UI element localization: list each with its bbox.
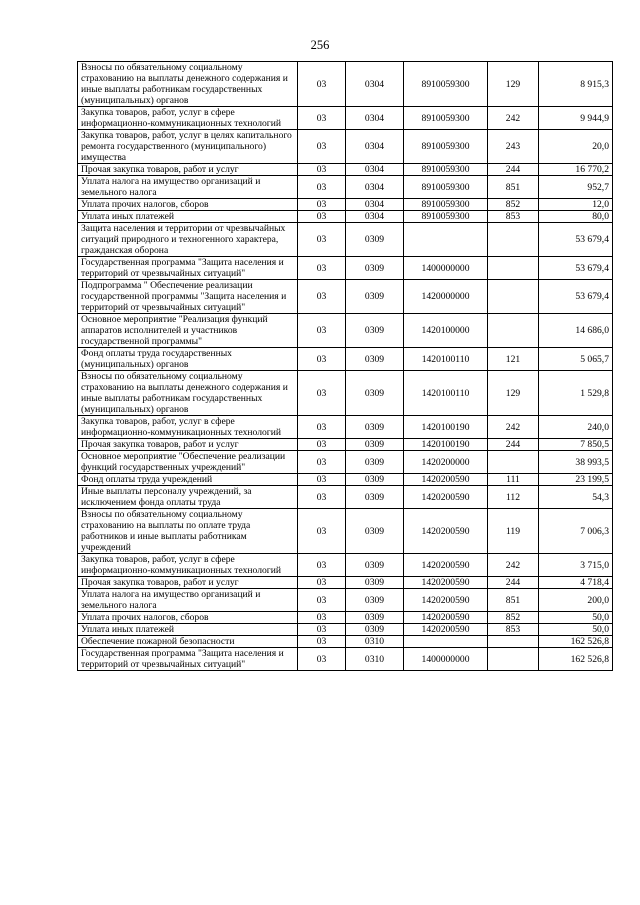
table-row — [78, 612, 613, 624]
target-article-cell: 1420100190 — [404, 439, 488, 451]
subsection-code-cell: 0309 — [346, 280, 404, 314]
section-code-cell: 03 — [298, 439, 346, 451]
target-article-cell: 1420200000 — [404, 451, 488, 474]
amount-cell: 20,0 — [539, 130, 613, 164]
table-row — [78, 439, 613, 451]
section-code-cell: 03 — [298, 648, 346, 671]
amount-cell: 14 686,0 — [539, 314, 613, 348]
page-number: 256 — [310, 38, 330, 52]
target-article-cell: 1400000000 — [404, 257, 488, 280]
expense-name-cell: Уплата налога на имущество организаций и земельного налога — [78, 589, 298, 612]
subsection-code-cell: 0309 — [346, 371, 404, 416]
target-article-cell: 8910059300 — [404, 199, 488, 211]
expense-name-cell: Взносы по обязательному социальному страхованию на выплаты по оплате труда работников и иные выплаты работникам учреждений — [78, 509, 298, 554]
subsection-code-cell: 0309 — [346, 486, 404, 509]
budget-table-body — [78, 62, 613, 671]
expense-type-cell — [488, 257, 539, 280]
expense-type-cell: 852 — [488, 199, 539, 211]
subsection-code-cell: 0309 — [346, 577, 404, 589]
expense-name-cell: Государственная программа "Защита населения и территорий от чрезвычайных ситуаций" — [78, 648, 298, 671]
expense-name-cell: Подпрограмма " Обеспечение реализации государственной программы "Защита населения и территорий от чрезвычайных ситуаций" — [78, 280, 298, 314]
expense-name-cell: Основное мероприятие "Обеспечение реализации функций государственных учреждений" — [78, 451, 298, 474]
expense-name-cell: Фонд оплаты труда учреждений — [78, 474, 298, 486]
subsection-code-cell: 0309 — [346, 416, 404, 439]
table-row — [78, 223, 613, 257]
subsection-code-cell: 0304 — [346, 211, 404, 223]
table-row — [78, 648, 613, 671]
target-article-cell: 1420200590 — [404, 612, 488, 624]
subsection-code-cell: 0309 — [346, 624, 404, 636]
amount-cell: 50,0 — [539, 624, 613, 636]
expense-name-cell: Закупка товаров, работ, услуг в сфере информационно-коммуникационных технологий — [78, 416, 298, 439]
target-article-cell: 8910059300 — [404, 62, 488, 107]
expense-name-cell: Взносы по обязательному социальному страхованию на выплаты денежного содержания и иные выплаты работникам государственных (муниципальных) органов — [78, 371, 298, 416]
expense-type-cell — [488, 223, 539, 257]
amount-cell: 162 526,8 — [539, 636, 613, 648]
target-article-cell: 1420200590 — [404, 486, 488, 509]
amount-cell: 80,0 — [539, 211, 613, 223]
subsection-code-cell: 0304 — [346, 199, 404, 211]
table-row — [78, 211, 613, 223]
section-code-cell: 03 — [298, 416, 346, 439]
amount-cell: 8 915,3 — [539, 62, 613, 107]
table-row — [78, 624, 613, 636]
table-row — [78, 62, 613, 107]
target-article-cell — [404, 636, 488, 648]
table-row — [78, 164, 613, 176]
subsection-code-cell: 0309 — [346, 223, 404, 257]
target-article-cell: 8910059300 — [404, 130, 488, 164]
target-article-cell: 1420200590 — [404, 589, 488, 612]
table-row — [78, 486, 613, 509]
expense-type-cell: 244 — [488, 439, 539, 451]
section-code-cell: 03 — [298, 624, 346, 636]
subsection-code-cell: 0309 — [346, 257, 404, 280]
subsection-code-cell: 0309 — [346, 439, 404, 451]
section-code-cell: 03 — [298, 199, 346, 211]
expense-name-cell: Защита населения и территории от чрезвычайных ситуаций природного и техногенного характера, гражданская оборона — [78, 223, 298, 257]
section-code-cell: 03 — [298, 107, 346, 130]
target-article-cell: 1420100110 — [404, 348, 488, 371]
target-article-cell: 1420100000 — [404, 314, 488, 348]
amount-cell: 38 993,5 — [539, 451, 613, 474]
section-code-cell: 03 — [298, 554, 346, 577]
expense-type-cell: 242 — [488, 416, 539, 439]
expense-type-cell: 243 — [488, 130, 539, 164]
subsection-code-cell: 0304 — [346, 62, 404, 107]
expense-type-cell: 129 — [488, 371, 539, 416]
section-code-cell: 03 — [298, 130, 346, 164]
expense-type-cell: 119 — [488, 509, 539, 554]
section-code-cell: 03 — [298, 612, 346, 624]
expense-type-cell — [488, 280, 539, 314]
section-code-cell: 03 — [298, 636, 346, 648]
table-row — [78, 577, 613, 589]
subsection-code-cell: 0309 — [346, 348, 404, 371]
table-row — [78, 280, 613, 314]
expense-type-cell: 129 — [488, 62, 539, 107]
expense-type-cell: 244 — [488, 164, 539, 176]
section-code-cell: 03 — [298, 577, 346, 589]
table-row — [78, 371, 613, 416]
target-article-cell: 1400000000 — [404, 648, 488, 671]
amount-cell: 4 718,4 — [539, 577, 613, 589]
subsection-code-cell: 0309 — [346, 451, 404, 474]
expense-name-cell: Уплата иных платежей — [78, 211, 298, 223]
target-article-cell: 8910059300 — [404, 164, 488, 176]
expense-type-cell: 852 — [488, 612, 539, 624]
subsection-code-cell: 0309 — [346, 589, 404, 612]
amount-cell: 7 850,5 — [539, 439, 613, 451]
expense-type-cell: 121 — [488, 348, 539, 371]
table-row — [78, 176, 613, 199]
table-row — [78, 451, 613, 474]
expense-name-cell: Уплата прочих налогов, сборов — [78, 612, 298, 624]
subsection-code-cell: 0304 — [346, 107, 404, 130]
expense-type-cell: 242 — [488, 554, 539, 577]
table-row — [78, 257, 613, 280]
target-article-cell: 1420200590 — [404, 509, 488, 554]
expense-name-cell: Фонд оплаты труда государственных (муниципальных) органов — [78, 348, 298, 371]
section-code-cell: 03 — [298, 164, 346, 176]
amount-cell: 3 715,0 — [539, 554, 613, 577]
target-article-cell: 1420200590 — [404, 624, 488, 636]
section-code-cell: 03 — [298, 62, 346, 107]
section-code-cell: 03 — [298, 371, 346, 416]
expense-type-cell — [488, 636, 539, 648]
expense-name-cell: Прочая закупка товаров, работ и услуг — [78, 439, 298, 451]
expense-type-cell: 851 — [488, 176, 539, 199]
expense-name-cell: Взносы по обязательному социальному страхованию на выплаты денежного содержания и иные выплаты работникам государственных (муниципальных) органов — [78, 62, 298, 107]
target-article-cell: 1420100190 — [404, 416, 488, 439]
table-row — [78, 554, 613, 577]
expense-name-cell: Уплата налога на имущество организаций и земельного налога — [78, 176, 298, 199]
section-code-cell: 03 — [298, 474, 346, 486]
target-article-cell: 1420200590 — [404, 577, 488, 589]
expense-name-cell: Прочая закупка товаров, работ и услуг — [78, 164, 298, 176]
expense-name-cell: Государственная программа "Защита населения и территорий от чрезвычайных ситуаций" — [78, 257, 298, 280]
amount-cell: 200,0 — [539, 589, 613, 612]
target-article-cell: 1420100110 — [404, 371, 488, 416]
target-article-cell: 1420000000 — [404, 280, 488, 314]
section-code-cell: 03 — [298, 314, 346, 348]
expense-type-cell: 111 — [488, 474, 539, 486]
subsection-code-cell: 0310 — [346, 648, 404, 671]
amount-cell: 7 006,3 — [539, 509, 613, 554]
expense-name-cell: Иные выплаты персоналу учреждений, за исключением фонда оплаты труда — [78, 486, 298, 509]
target-article-cell: 8910059300 — [404, 176, 488, 199]
expense-name-cell: Прочая закупка товаров, работ и услуг — [78, 577, 298, 589]
expense-type-cell: 853 — [488, 624, 539, 636]
amount-cell: 53 679,4 — [539, 280, 613, 314]
subsection-code-cell: 0304 — [346, 130, 404, 164]
amount-cell: 240,0 — [539, 416, 613, 439]
subsection-code-cell: 0310 — [346, 636, 404, 648]
expense-name-cell: Закупка товаров, работ, услуг в сфере информационно-коммуникационных технологий — [78, 107, 298, 130]
expense-type-cell — [488, 451, 539, 474]
section-code-cell: 03 — [298, 257, 346, 280]
table-row — [78, 474, 613, 486]
subsection-code-cell: 0309 — [346, 509, 404, 554]
section-code-cell: 03 — [298, 223, 346, 257]
expense-name-cell: Обеспечение пожарной безопасности — [78, 636, 298, 648]
target-article-cell — [404, 223, 488, 257]
amount-cell: 1 529,8 — [539, 371, 613, 416]
expense-name-cell: Уплата прочих налогов, сборов — [78, 199, 298, 211]
table-row — [78, 636, 613, 648]
table-row — [78, 314, 613, 348]
table-row — [78, 589, 613, 612]
table-row — [78, 416, 613, 439]
expense-name-cell: Основное мероприятие "Реализация функций аппаратов исполнителей и участников государственной программы" — [78, 314, 298, 348]
amount-cell: 23 199,5 — [539, 474, 613, 486]
section-code-cell: 03 — [298, 451, 346, 474]
section-code-cell: 03 — [298, 589, 346, 612]
table-row — [78, 509, 613, 554]
target-article-cell: 8910059300 — [404, 107, 488, 130]
amount-cell: 50,0 — [539, 612, 613, 624]
expense-type-cell: 244 — [488, 577, 539, 589]
subsection-code-cell: 0309 — [346, 554, 404, 577]
amount-cell: 12,0 — [539, 199, 613, 211]
budget-table — [77, 61, 613, 671]
section-code-cell: 03 — [298, 509, 346, 554]
section-code-cell: 03 — [298, 211, 346, 223]
amount-cell: 54,3 — [539, 486, 613, 509]
amount-cell: 53 679,4 — [539, 223, 613, 257]
target-article-cell: 8910059300 — [404, 211, 488, 223]
target-article-cell: 1420200590 — [404, 554, 488, 577]
subsection-code-cell: 0309 — [346, 612, 404, 624]
expense-name-cell: Уплата иных платежей — [78, 624, 298, 636]
section-code-cell: 03 — [298, 486, 346, 509]
expense-type-cell: 112 — [488, 486, 539, 509]
expense-type-cell: 853 — [488, 211, 539, 223]
expense-name-cell: Закупка товаров, работ, услуг в сфере информационно-коммуникационных технологий — [78, 554, 298, 577]
table-row — [78, 348, 613, 371]
section-code-cell: 03 — [298, 176, 346, 199]
amount-cell: 53 679,4 — [539, 257, 613, 280]
expense-type-cell — [488, 314, 539, 348]
table-row — [78, 107, 613, 130]
subsection-code-cell: 0309 — [346, 474, 404, 486]
expense-type-cell — [488, 648, 539, 671]
expense-type-cell: 242 — [488, 107, 539, 130]
expense-type-cell: 851 — [488, 589, 539, 612]
table-row — [78, 199, 613, 211]
amount-cell: 162 526,8 — [539, 648, 613, 671]
section-code-cell: 03 — [298, 280, 346, 314]
amount-cell: 9 944,9 — [539, 107, 613, 130]
subsection-code-cell: 0304 — [346, 176, 404, 199]
table-row — [78, 130, 613, 164]
amount-cell: 952,7 — [539, 176, 613, 199]
target-article-cell: 1420200590 — [404, 474, 488, 486]
amount-cell: 5 065,7 — [539, 348, 613, 371]
amount-cell: 16 770,2 — [539, 164, 613, 176]
subsection-code-cell: 0309 — [346, 314, 404, 348]
expense-name-cell: Закупка товаров, работ, услуг в целях капитального ремонта государственного (муниципального) имущества — [78, 130, 298, 164]
subsection-code-cell: 0304 — [346, 164, 404, 176]
section-code-cell: 03 — [298, 348, 346, 371]
